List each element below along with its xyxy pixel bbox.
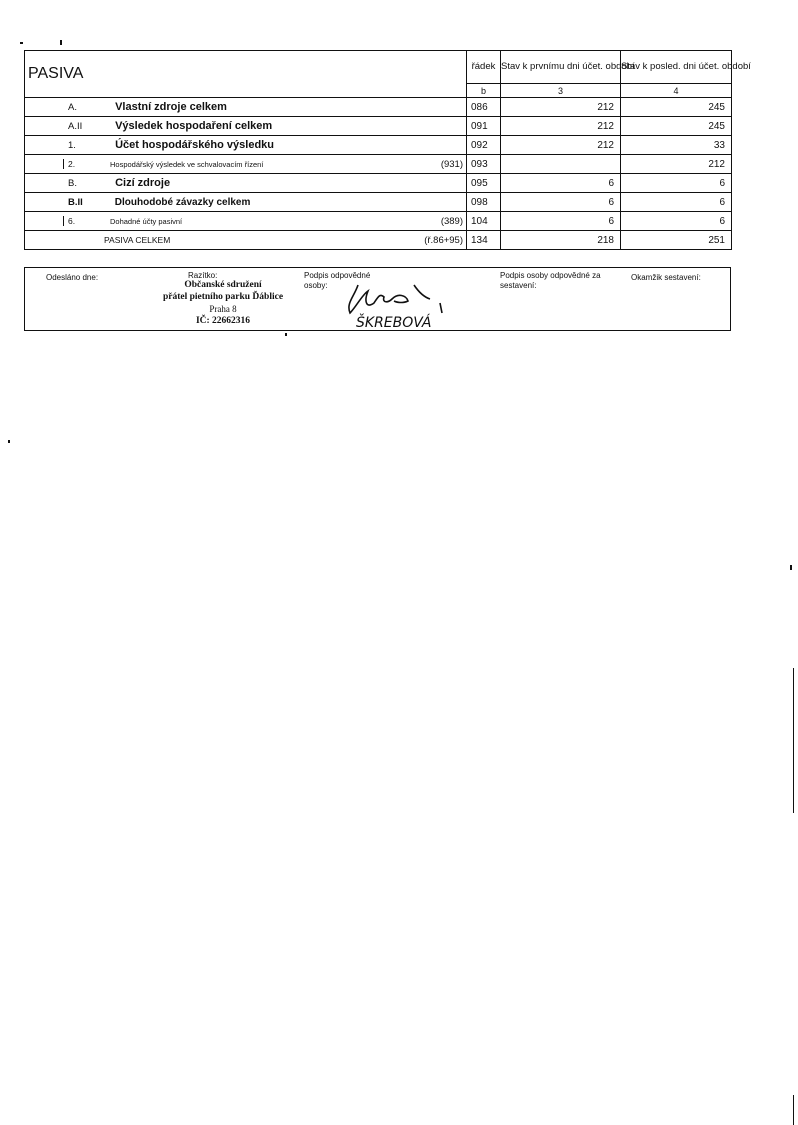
row-code: A. bbox=[68, 102, 77, 113]
scan-speck bbox=[790, 565, 792, 570]
stamp-line: Praha 8 bbox=[209, 304, 237, 314]
row-code: A.II bbox=[68, 121, 83, 132]
stamp-line: Občanské sdružení bbox=[184, 280, 262, 290]
column-header-radek: řádek bbox=[467, 51, 501, 84]
row-value-first: 212 bbox=[501, 117, 621, 136]
row-value-first: 6 bbox=[501, 174, 621, 193]
row-code: B.II bbox=[68, 196, 83, 208]
organization-stamp bbox=[143, 279, 303, 327]
row-label: Vlastní zdroje celkem bbox=[115, 101, 227, 113]
row-value-first: 212 bbox=[501, 98, 621, 117]
row-value-first: 218 bbox=[501, 231, 621, 250]
column-header-first-day: Stav k prvnímu dni účet. období bbox=[501, 51, 621, 84]
stamp-line: přátel pietního parku Ďáblice bbox=[162, 292, 284, 302]
row-label-cell bbox=[25, 136, 467, 155]
preparer-signature-label: Podpis osoby odpovědné za sestavení: bbox=[500, 271, 601, 290]
column-header-last-day: Stav k posled. dni účet. období bbox=[621, 51, 732, 84]
row-reference: (389) bbox=[440, 215, 463, 227]
row-radek: 098 bbox=[467, 193, 501, 212]
row-value-last: 212 bbox=[621, 155, 732, 174]
scan-edge-line bbox=[793, 1095, 794, 1125]
row-label-cell bbox=[25, 212, 467, 231]
row-label: Hospodářský výsledek ve schvalovacím řízení bbox=[110, 159, 264, 169]
row-label-cell bbox=[25, 193, 467, 212]
row-value-last: 245 bbox=[621, 98, 732, 117]
column-sub-b: b bbox=[467, 84, 501, 98]
row-label-group bbox=[25, 216, 182, 227]
row-value-last: 245 bbox=[621, 117, 732, 136]
row-label-cell bbox=[25, 174, 467, 193]
row-value-last: 6 bbox=[621, 212, 732, 231]
table-row-total bbox=[25, 231, 732, 250]
row-label: Dohadné účty pasivní bbox=[110, 216, 183, 226]
table-row bbox=[25, 155, 732, 174]
row-value-first: 6 bbox=[501, 193, 621, 212]
row-label: Cizí zdroje bbox=[115, 177, 171, 189]
signature-block bbox=[24, 267, 731, 331]
row-label-wrap bbox=[25, 159, 463, 170]
table-row bbox=[25, 174, 732, 193]
row-value-last: 251 bbox=[621, 231, 732, 250]
row-code: 6. bbox=[63, 216, 110, 226]
page-title: PASIVA bbox=[25, 51, 467, 98]
row-value-first: 6 bbox=[501, 212, 621, 231]
row-value-first bbox=[501, 155, 621, 174]
row-value-last: 6 bbox=[621, 193, 732, 212]
handwritten-signature bbox=[328, 273, 468, 331]
scan-edge-line bbox=[793, 668, 794, 813]
row-label: PASIVA CELKEM bbox=[104, 234, 171, 245]
row-radek: 091 bbox=[467, 117, 501, 136]
row-label-cell bbox=[25, 231, 467, 250]
row-label: Účet hospodářského výsledku bbox=[115, 139, 275, 151]
row-radek: 134 bbox=[467, 231, 501, 250]
row-radek: 092 bbox=[467, 136, 501, 155]
row-code: 2. bbox=[63, 159, 110, 169]
responsible-signature-label: Podpis odpovědné osoby: bbox=[304, 271, 371, 290]
row-reference: (931) bbox=[440, 158, 463, 170]
row-label-cell bbox=[25, 155, 467, 174]
column-sub-4: 4 bbox=[621, 84, 732, 98]
row-label-cell bbox=[25, 98, 467, 117]
column-sub-3: 3 bbox=[501, 84, 621, 98]
row-value-last: 6 bbox=[621, 174, 732, 193]
row-label-wrap bbox=[25, 216, 463, 227]
sent-date-label: Odesláno dne: bbox=[46, 273, 99, 282]
scan-speck bbox=[285, 333, 287, 336]
row-value-first: 212 bbox=[501, 136, 621, 155]
row-label-group bbox=[28, 235, 170, 246]
header-row bbox=[25, 51, 732, 84]
scan-speck bbox=[8, 440, 10, 443]
scan-speck bbox=[60, 40, 62, 45]
table-row bbox=[25, 136, 732, 155]
compilation-time-label: Okamžik sestavení: bbox=[631, 273, 701, 282]
row-label: Dlouhodobé závazky celkem bbox=[114, 196, 251, 208]
row-radek: 086 bbox=[467, 98, 501, 117]
stamp-line: IČ: 22662316 bbox=[195, 316, 251, 326]
table-row bbox=[25, 212, 732, 231]
row-code: 1. bbox=[68, 140, 76, 151]
row-label-wrap bbox=[28, 235, 463, 246]
row-label-cell bbox=[25, 117, 467, 136]
row-label: Výsledek hospodaření celkem bbox=[115, 120, 273, 132]
table-row bbox=[25, 193, 732, 212]
row-code: B. bbox=[68, 178, 77, 189]
table-row bbox=[25, 98, 732, 117]
table-row bbox=[25, 117, 732, 136]
stamp-label: Razítko: bbox=[188, 271, 218, 280]
row-reference: (ř.86+95) bbox=[424, 234, 463, 246]
row-radek: 104 bbox=[467, 212, 501, 231]
row-radek: 093 bbox=[467, 155, 501, 174]
row-value-last: 33 bbox=[621, 136, 732, 155]
scan-speck bbox=[20, 42, 23, 44]
row-label-group bbox=[25, 159, 263, 170]
pasiva-table bbox=[24, 50, 751, 250]
handwritten-name: ŠKREBOVÁ bbox=[356, 315, 432, 331]
row-radek: 095 bbox=[467, 174, 501, 193]
